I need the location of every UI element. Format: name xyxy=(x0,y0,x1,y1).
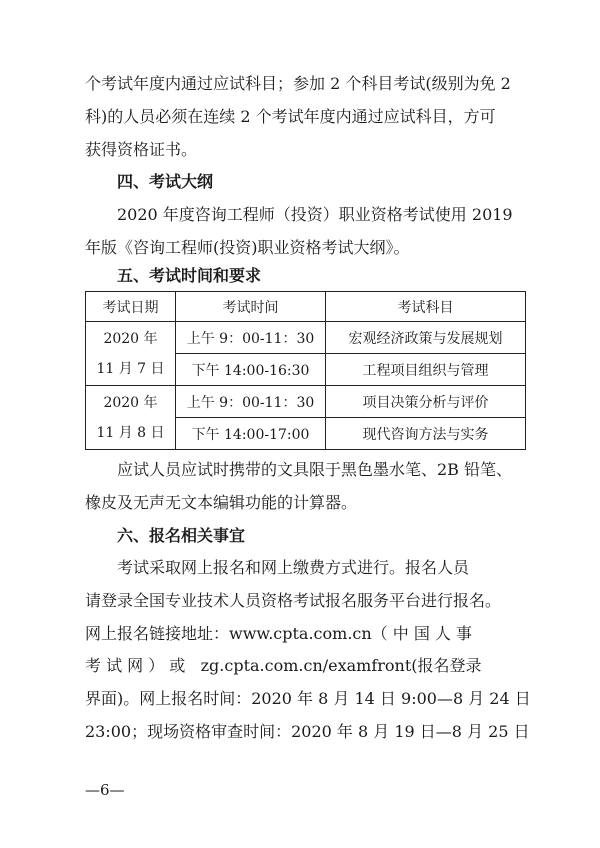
date-day: 11 月 8 日 xyxy=(96,424,165,441)
section-heading-4: 四、考试大纲 xyxy=(117,172,214,191)
paragraph-line: 年版《咨询工程师(投资)职业资格考试大纲》。 xyxy=(85,238,410,257)
exam-date-cell xyxy=(86,322,176,386)
paragraph-line: 应试人员应试时携带的文具限于黑色墨水笔、2B 铅笔、 xyxy=(117,460,513,479)
link-suffix: （ 中 国 人 事 xyxy=(371,624,473,643)
table-header-row xyxy=(86,292,526,322)
cpta-link[interactable]: www.cpta.com.cn xyxy=(229,624,372,643)
header-exam-subject: 考试科目 xyxy=(326,292,526,322)
exam-time-cell: 下午 14:00-17:00 xyxy=(176,418,326,450)
exam-subject-cell: 宏观经济政策与发展规划 xyxy=(326,322,526,354)
examfront-link[interactable]: zg.cpta.com.cn/examfront xyxy=(200,656,412,675)
page-number: —6— xyxy=(85,781,125,799)
paragraph-line: 2020 年度咨询工程师（投资）职业资格考试使用 2019 xyxy=(117,205,513,224)
table-row xyxy=(86,386,526,418)
header-exam-time: 考试时间 xyxy=(176,292,326,322)
paragraph-line: 23:00；现场资格审查时间：2020 年 8 月 19 日—8 月 25 日 xyxy=(85,722,530,741)
link-prefix: 考 试 网 ） 或 xyxy=(85,656,186,675)
paragraph-line xyxy=(85,656,525,676)
exam-subject-cell: 项目决策分析与评价 xyxy=(326,386,526,418)
exam-subject-cell: 工程项目组织与管理 xyxy=(326,354,526,386)
header-exam-date: 考试日期 xyxy=(86,292,176,322)
date-year: 2020 年 xyxy=(103,394,158,411)
date-day: 11 月 7 日 xyxy=(96,360,165,377)
link-suffix: (报名登录 xyxy=(411,656,482,675)
table-row xyxy=(86,322,526,354)
paragraph-line: 获得资格证书。 xyxy=(85,140,198,159)
exam-time-cell: 下午 14:00-16:30 xyxy=(176,354,326,386)
exam-subject-cell: 现代咨询方法与实务 xyxy=(326,418,526,450)
paragraph-line: 橡皮及无声无文本编辑功能的计算器。 xyxy=(85,493,358,512)
exam-time-cell: 上午 9：00-11：30 xyxy=(176,322,326,354)
paragraph-line: 科)的人员必须在连续 2 个考试年度内通过应试科目，方可 xyxy=(85,107,496,126)
exam-time-cell: 上午 9：00-11：30 xyxy=(176,386,326,418)
paragraph-line xyxy=(85,624,525,644)
paragraph-line: 界面)。网上报名时间：2020 年 8 月 14 日 9:00—8 月 24 日 xyxy=(85,689,531,708)
section-heading-6: 六、报名相关事宜 xyxy=(117,526,246,545)
paragraph-line: 请登录全国专业技术人员资格考试报名服务平台进行报名。 xyxy=(85,591,502,610)
section-heading-5: 五、考试时间和要求 xyxy=(117,266,262,285)
exam-date-cell xyxy=(86,386,176,450)
paragraph-line: 个考试年度内通过应试科目；参加 2 个科目考试(级别为免 2 xyxy=(85,74,511,93)
exam-schedule-table xyxy=(85,291,526,450)
date-year: 2020 年 xyxy=(103,330,158,347)
link-label: 网上报名链接地址： xyxy=(85,624,230,643)
paragraph-line: 考试采取网上报名和网上缴费方式进行。报名人员 xyxy=(117,558,470,577)
